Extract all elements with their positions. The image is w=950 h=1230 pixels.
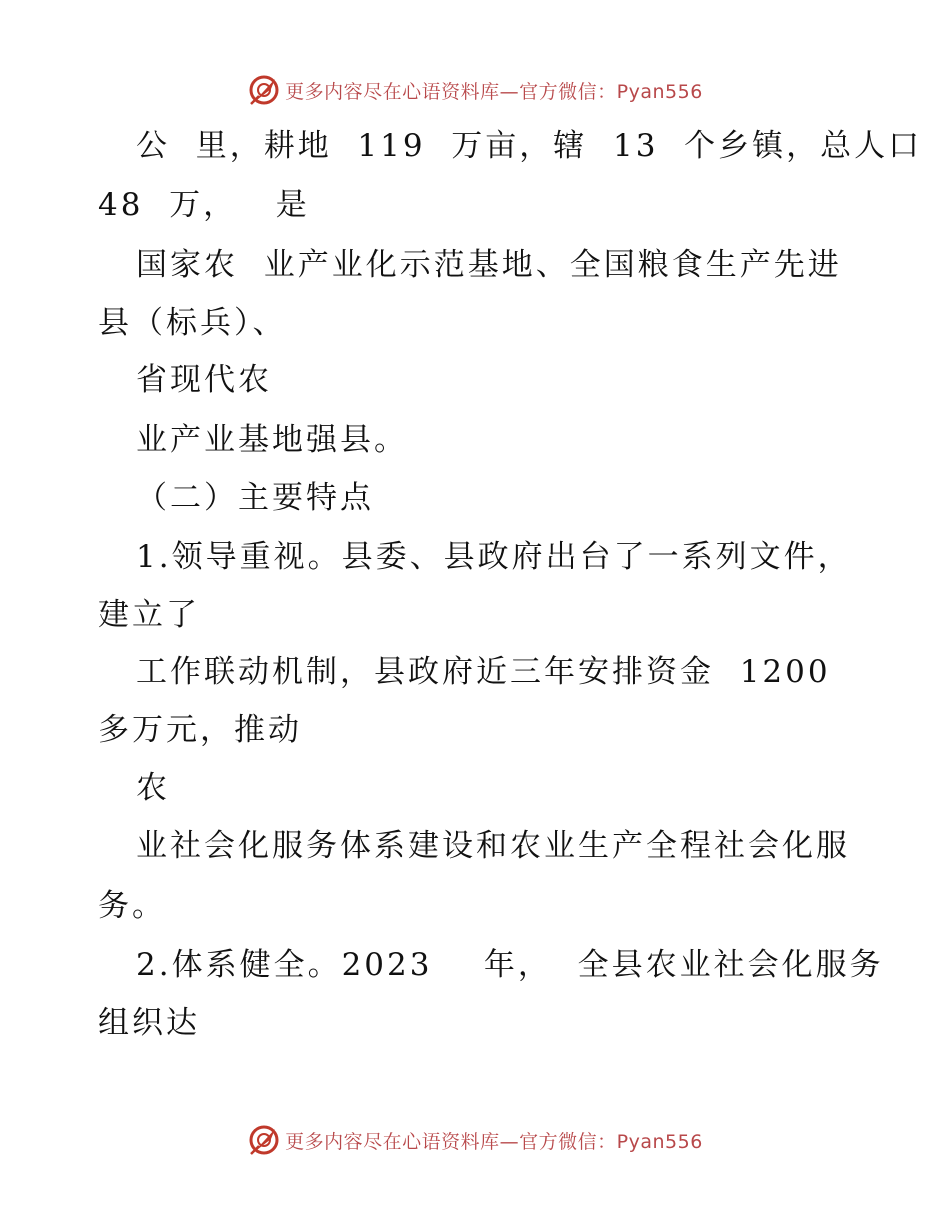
body-line-6: 业产业基地强县。 (136, 422, 408, 458)
body-line-14: 务。 (98, 888, 166, 924)
body-line-10: 工作联动机制，县政府近三年安排资金 1200 (136, 654, 831, 690)
body-line-8: 1.领导重视。县委、县政府出台了一系列文件， (136, 539, 852, 575)
body-line-1: 公 里，耕地 119 万亩，辖 13 个乡镇，总人口 (136, 128, 923, 164)
body-line-2: 48 万， 是 (98, 187, 310, 223)
body-line-12: 农 (136, 770, 170, 806)
body-line-16: 组织达 (98, 1005, 200, 1041)
body-line-13: 业社会化服务体系建设和农业生产全程社会化服 (136, 828, 850, 864)
body-line-9: 建立了 (98, 597, 200, 633)
footer-watermark-text: 更多内容尽在心语资料库—官方微信：Pyan556 (285, 1130, 703, 1153)
body-line-15: 2.体系健全。2023 年， 全县农业社会化服务 (136, 947, 884, 983)
body-line-4: 县（标兵）、 (98, 305, 287, 341)
body-line-11: 多万元，推动 (98, 712, 302, 748)
footer-watermark (0, 1120, 950, 1160)
body-line-3: 国家农 业产业化示范基地、全国粮食生产先进 (136, 247, 842, 283)
body-line-5: 省现代农 (136, 362, 272, 398)
header-watermark-text: 更多内容尽在心语资料库—官方微信：Pyan556 (285, 80, 703, 103)
red-quill-logo-icon (247, 1123, 281, 1157)
section-heading: （二）主要特点 (136, 480, 374, 516)
